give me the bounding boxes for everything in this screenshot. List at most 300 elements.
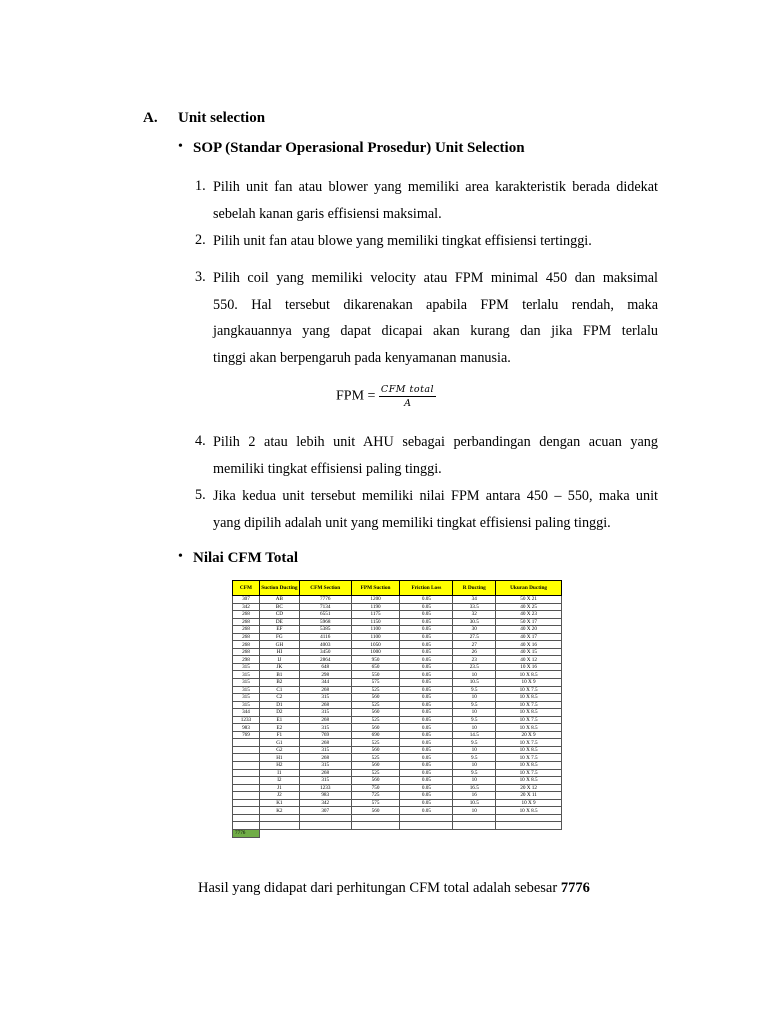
section-title: Unit selection	[178, 110, 266, 126]
step-line: 550. Hal tersebut dikarenakan apabila FPM terlalu rendah, maka	[213, 296, 658, 313]
table-cell: FG	[259, 633, 299, 641]
table-cell: 525	[351, 754, 400, 762]
table-cell: 1050	[351, 641, 400, 649]
table-cell: 0.05	[400, 754, 453, 762]
table-cell: 769	[233, 731, 260, 739]
table-cell	[233, 799, 260, 807]
table-cell: 10 X 8.5	[496, 694, 562, 702]
conclusion-text: Hasil yang didapat dari perhitungan CFM total adalah sebesar	[198, 880, 561, 896]
table-cell: JK	[259, 663, 299, 671]
bullet-icon: •	[178, 139, 183, 154]
table-cell: 16	[453, 792, 496, 800]
table-cell: G1	[259, 739, 299, 747]
table-cell: 10 X 7.5	[496, 716, 562, 724]
table-row	[233, 694, 562, 702]
table-cell: 560	[351, 724, 400, 732]
step-line: Pilih coil yang memiliki velocity atau FPM minimal 450 dan maksimal	[213, 270, 658, 286]
table-cell: 307	[299, 807, 351, 815]
table-row	[233, 716, 562, 724]
table-header-cell: Friction Loss	[400, 581, 453, 596]
table-cell: C1	[259, 686, 299, 694]
table-cell: 30	[453, 626, 496, 634]
table-cell: 0.05	[400, 731, 453, 739]
table-row	[233, 746, 562, 754]
table-cell: 33.5	[453, 603, 496, 611]
table-cell	[496, 814, 562, 822]
table-cell: 560	[351, 807, 400, 815]
table-cell: 298	[233, 656, 260, 664]
table-cell: 10 X 7.5	[496, 754, 562, 762]
table-row	[233, 679, 562, 687]
conclusion	[198, 880, 590, 897]
table-cell: 10 X 8.5	[496, 762, 562, 770]
table-cell: 315	[233, 694, 260, 702]
step-number: 1.	[195, 178, 206, 194]
table-cell: 32	[453, 611, 496, 619]
table-cell: 575	[351, 799, 400, 807]
table-cell: 10 X 7.5	[496, 739, 562, 747]
table-cell: 10	[453, 777, 496, 785]
table-cell: 10	[453, 709, 496, 717]
table-cell: 315	[233, 701, 260, 709]
table-cell	[233, 814, 260, 822]
table-cell: E2	[259, 724, 299, 732]
table-cell: 575	[351, 679, 400, 687]
table-cell: 27	[453, 641, 496, 649]
table-cell: 27.5	[453, 633, 496, 641]
table-cell: 34	[453, 596, 496, 604]
table-cell: F1	[259, 731, 299, 739]
table-cell: 10 X 8.5	[496, 746, 562, 754]
table-total-cell: 7776	[233, 829, 260, 837]
table-cell: I2	[259, 777, 299, 785]
table-cell: 0.05	[400, 799, 453, 807]
table-cell: 10 X 9	[496, 679, 562, 687]
table-row	[233, 686, 562, 694]
table-cell	[400, 822, 453, 830]
step-text	[213, 265, 658, 371]
table-cell	[233, 807, 260, 815]
table-cell: 50 X 21	[496, 596, 562, 604]
table-row	[233, 626, 562, 634]
table-cell: D2	[259, 709, 299, 717]
table-cell: E1	[259, 716, 299, 724]
table-header-cell: Suction Ducting	[259, 581, 299, 596]
table-cell	[496, 829, 562, 837]
table-cell: HI	[259, 648, 299, 656]
table-cell: B1	[259, 671, 299, 679]
table-cell: 550	[351, 671, 400, 679]
table-cell	[299, 814, 351, 822]
table-cell: 0.05	[400, 633, 453, 641]
table-cell: 9.5	[453, 769, 496, 777]
table-cell: 315	[299, 762, 351, 770]
table-cell: 26	[453, 648, 496, 656]
table-header-cell: R Ducting	[453, 581, 496, 596]
table-cell: 10.5	[453, 679, 496, 687]
table-cell: 0.05	[400, 807, 453, 815]
table-cell: 0.05	[400, 777, 453, 785]
table-cell: 10 X 7.5	[496, 701, 562, 709]
table-cell: AB	[259, 596, 299, 604]
table-cell: 40 X 15	[496, 648, 562, 656]
step-number: 4.	[195, 433, 206, 449]
step-text	[213, 483, 658, 536]
table-cell: 268	[299, 716, 351, 724]
formula-denominator: A	[404, 398, 411, 409]
table-cell: 10 X 8.5	[496, 807, 562, 815]
table-cell: 315	[233, 671, 260, 679]
table-cell: 315	[299, 694, 351, 702]
table-header-cell: CFM Section	[299, 581, 351, 596]
table-cell: 268	[233, 633, 260, 641]
table-row	[233, 814, 562, 822]
table-row	[233, 701, 562, 709]
table-cell: K1	[259, 799, 299, 807]
fpm-formula	[336, 384, 436, 409]
table-cell: 0.05	[400, 596, 453, 604]
table-cell	[496, 822, 562, 830]
table-cell: 298	[299, 671, 351, 679]
table-row	[233, 671, 562, 679]
table-row	[233, 822, 562, 830]
table-cell: 983	[233, 724, 260, 732]
step-text	[213, 429, 658, 482]
table-cell: 1233	[299, 784, 351, 792]
table-cell: 315	[233, 686, 260, 694]
table-cell: 268	[299, 701, 351, 709]
table-row	[233, 611, 562, 619]
table-cell: 0.05	[400, 603, 453, 611]
table-cell: 315	[233, 679, 260, 687]
table-cell	[233, 754, 260, 762]
table-cell: 2864	[299, 656, 351, 664]
step-line: Pilih unit fan atau blower yang memiliki area karakteristik berada didekat	[213, 179, 658, 195]
table-row	[233, 754, 562, 762]
table-cell: 0.05	[400, 648, 453, 656]
cfm-section-title: Nilai CFM Total	[193, 550, 299, 566]
table-cell: CD	[259, 611, 299, 619]
table-cell: 30.5	[453, 618, 496, 626]
table-cell: 9.5	[453, 701, 496, 709]
table-cell: 315	[299, 709, 351, 717]
table-row	[233, 663, 562, 671]
table-cell: 315	[299, 724, 351, 732]
bullet-icon: •	[178, 549, 183, 564]
table-cell: 0.05	[400, 611, 453, 619]
table-cell: H2	[259, 762, 299, 770]
table-cell	[259, 822, 299, 830]
table-row	[233, 762, 562, 770]
step-line: sebelah kanan garis effisiensi maksimal.	[213, 205, 442, 222]
table-cell: 1100	[351, 626, 400, 634]
table-cell: 560	[351, 746, 400, 754]
table-cell: H1	[259, 754, 299, 762]
table-cell: 0.05	[400, 679, 453, 687]
table-cell: 0.05	[400, 792, 453, 800]
table-cell: 0.05	[400, 709, 453, 717]
table-cell: K2	[259, 807, 299, 815]
table-cell	[400, 829, 453, 837]
table-cell: 725	[351, 792, 400, 800]
table-cell: 690	[351, 731, 400, 739]
sop-title: SOP (Standar Operasional Prosedur) Unit Selection	[193, 140, 525, 156]
table-cell: 40 X 25	[496, 603, 562, 611]
table-row	[233, 724, 562, 732]
table-cell: 983	[299, 792, 351, 800]
table-cell: 23	[453, 656, 496, 664]
step-line: memiliki tingkat effisiensi paling tinggi.	[213, 460, 442, 477]
table-cell: 650	[351, 663, 400, 671]
table-cell: 525	[351, 739, 400, 747]
conclusion-value: 7776	[560, 880, 590, 896]
table-row	[233, 731, 562, 739]
table-cell: 560	[351, 694, 400, 702]
table-cell: C2	[259, 694, 299, 702]
table-row	[233, 799, 562, 807]
table-cell: I1	[259, 769, 299, 777]
table-cell: 4116	[299, 633, 351, 641]
table-cell: 0.05	[400, 724, 453, 732]
table-row	[233, 656, 562, 664]
table-cell	[233, 777, 260, 785]
table-cell: 10 X 16	[496, 663, 562, 671]
table-cell: 40 X 12	[496, 656, 562, 664]
table-cell: 560	[351, 762, 400, 770]
step-number: 2.	[195, 232, 206, 248]
table-cell: 10	[453, 724, 496, 732]
table-cell: GH	[259, 641, 299, 649]
table-row	[233, 807, 562, 815]
table-cell: 315	[299, 746, 351, 754]
table-cell: 10 X 8.5	[496, 777, 562, 785]
table-cell: 525	[351, 686, 400, 694]
table-header-cell: CFM	[233, 581, 260, 596]
table-cell: 0.05	[400, 618, 453, 626]
table-cell: 50 X 17	[496, 618, 562, 626]
table-cell: G2	[259, 746, 299, 754]
table-cell: 23.5	[453, 663, 496, 671]
table-cell: 20 X 12	[496, 784, 562, 792]
table-cell: 20 X 9	[496, 731, 562, 739]
table-body	[233, 596, 562, 838]
table-cell: BC	[259, 603, 299, 611]
table-cell	[233, 762, 260, 770]
table-cell: 6551	[299, 611, 351, 619]
table-cell: 16.5	[453, 784, 496, 792]
table-cell: 315	[299, 777, 351, 785]
table-cell: 525	[351, 701, 400, 709]
table-cell: 0.05	[400, 762, 453, 770]
table-cell	[233, 822, 260, 830]
table-cell: 10 X 8.5	[496, 724, 562, 732]
table-cell	[400, 814, 453, 822]
table-cell: 750	[351, 784, 400, 792]
table-cell: 10 X 8.5	[496, 671, 562, 679]
step-line: Jika kedua unit tersebut memiliki nilai FPM antara 450 – 550, maka unit	[213, 488, 658, 504]
table-cell: 4003	[299, 641, 351, 649]
table-cell: 14.5	[453, 731, 496, 739]
table-row	[233, 603, 562, 611]
table-cell: D1	[259, 701, 299, 709]
table-cell	[453, 829, 496, 837]
table-cell: 40 X 23	[496, 611, 562, 619]
table-cell: 0.05	[400, 739, 453, 747]
table-cell: 10	[453, 694, 496, 702]
table-cell: 342	[233, 603, 260, 611]
table-cell: 268	[299, 686, 351, 694]
table-cell	[259, 814, 299, 822]
table-cell: 40 X 17	[496, 633, 562, 641]
table-cell: 648	[299, 663, 351, 671]
table-cell: 10	[453, 807, 496, 815]
table-cell: EF	[259, 626, 299, 634]
table-cell: J1	[259, 784, 299, 792]
table-cell: 10	[453, 671, 496, 679]
table-cell: 344	[233, 709, 260, 717]
table-cell: 560	[351, 709, 400, 717]
table-cell: 1175	[351, 611, 400, 619]
table-row	[233, 709, 562, 717]
table-row	[233, 633, 562, 641]
table-cell: 9.5	[453, 686, 496, 694]
table-header-cell: FPM Suction	[351, 581, 400, 596]
table-cell	[299, 829, 351, 837]
step-text	[213, 174, 658, 227]
table-row	[233, 618, 562, 626]
table-cell	[351, 822, 400, 830]
table-cell: 1000	[351, 648, 400, 656]
table-cell: 5968	[299, 618, 351, 626]
table-cell: 525	[351, 769, 400, 777]
table-cell: 5385	[299, 626, 351, 634]
table-cell: 20 X 11	[496, 792, 562, 800]
table-cell: 10	[453, 762, 496, 770]
table-cell: 7134	[299, 603, 351, 611]
table-cell: 1190	[351, 603, 400, 611]
table-cell	[233, 784, 260, 792]
table-cell: 10 X 7.5	[496, 769, 562, 777]
table-cell: 344	[299, 679, 351, 687]
step-number: 5.	[195, 487, 206, 503]
table-cell: 0.05	[400, 656, 453, 664]
table-row	[233, 777, 562, 785]
table-cell: 950	[351, 656, 400, 664]
table-header-cell: Ukuran Ducting	[496, 581, 562, 596]
table-cell: 9.5	[453, 754, 496, 762]
step-line: jangkauannya yang dapat dicapai akan kurang dan jika FPM terlalu	[213, 323, 658, 339]
table-row	[233, 784, 562, 792]
table-cell: 0.05	[400, 716, 453, 724]
table-cell	[259, 829, 299, 837]
table-cell: 307	[233, 596, 260, 604]
table-cell	[453, 822, 496, 830]
table-row	[233, 739, 562, 747]
step-line: tinggi akan berpengaruh pada kenyamanan manusia.	[213, 349, 511, 366]
table-cell: 1100	[351, 633, 400, 641]
table-header-row	[233, 581, 562, 596]
table-cell: 0.05	[400, 784, 453, 792]
table-cell	[299, 822, 351, 830]
table-row	[233, 769, 562, 777]
step-number: 3.	[195, 269, 206, 285]
table-cell: 10 X 7.5	[496, 686, 562, 694]
table-cell: 268	[233, 618, 260, 626]
table-cell: 0.05	[400, 686, 453, 694]
section-letter: A.	[143, 110, 158, 126]
table-cell: 268	[233, 641, 260, 649]
step-text	[213, 228, 658, 255]
table-cell	[351, 829, 400, 837]
table-cell: 560	[351, 777, 400, 785]
table-cell: 0.05	[400, 663, 453, 671]
table-cell	[453, 814, 496, 822]
table-cell: 268	[233, 611, 260, 619]
table-cell: 1150	[351, 618, 400, 626]
table-cell: 1233	[233, 716, 260, 724]
table-cell: 10 X 8.5	[496, 709, 562, 717]
table-cell: 7776	[299, 596, 351, 604]
step-line: Pilih unit fan atau blowe yang memiliki tingkat effisiensi tertinggi.	[213, 233, 592, 249]
table-cell: 0.05	[400, 746, 453, 754]
table-cell: 268	[233, 648, 260, 656]
table-row	[233, 641, 562, 649]
table-cell: 268	[299, 739, 351, 747]
table-cell: 525	[351, 716, 400, 724]
table-cell: 10.5	[453, 799, 496, 807]
table-cell: 3450	[299, 648, 351, 656]
table-cell: 342	[299, 799, 351, 807]
table-row	[233, 596, 562, 604]
table-cell: 769	[299, 731, 351, 739]
step-line: Pilih 2 atau lebih unit AHU sebagai perbandingan dengan acuan yang	[213, 434, 658, 450]
table-cell	[233, 746, 260, 754]
table-cell: 268	[299, 769, 351, 777]
table-cell: DE	[259, 618, 299, 626]
table-cell: 315	[233, 663, 260, 671]
table-cell: J2	[259, 792, 299, 800]
table-cell: IJ	[259, 656, 299, 664]
table-cell: 10	[453, 746, 496, 754]
table-cell: 0.05	[400, 694, 453, 702]
table-cell: 0.05	[400, 701, 453, 709]
table-cell	[233, 739, 260, 747]
table-cell: 0.05	[400, 671, 453, 679]
table-cell: 10 X 9	[496, 799, 562, 807]
table-cell: 0.05	[400, 769, 453, 777]
table-cell	[233, 792, 260, 800]
table-cell: 40 X 16	[496, 641, 562, 649]
table-cell: B2	[259, 679, 299, 687]
table-cell: 1200	[351, 596, 400, 604]
table-cell: 0.05	[400, 626, 453, 634]
cfm-table	[232, 580, 562, 838]
table-cell: 268	[233, 626, 260, 634]
step-line: yang dipilih adalah unit yang memiliki tingkat effisiensi paling tinggi.	[213, 514, 611, 531]
table-cell: 0.05	[400, 641, 453, 649]
formula-numerator: CFM total	[380, 384, 435, 395]
formula-fraction	[379, 384, 436, 409]
table-row	[233, 792, 562, 800]
table-total-row	[233, 829, 562, 837]
table-cell	[233, 769, 260, 777]
table-row	[233, 648, 562, 656]
formula-lhs: FPM =	[336, 388, 376, 404]
table-cell: 40 X 20	[496, 626, 562, 634]
table-cell: 9.5	[453, 739, 496, 747]
table-cell: 9.5	[453, 716, 496, 724]
table-cell	[351, 814, 400, 822]
